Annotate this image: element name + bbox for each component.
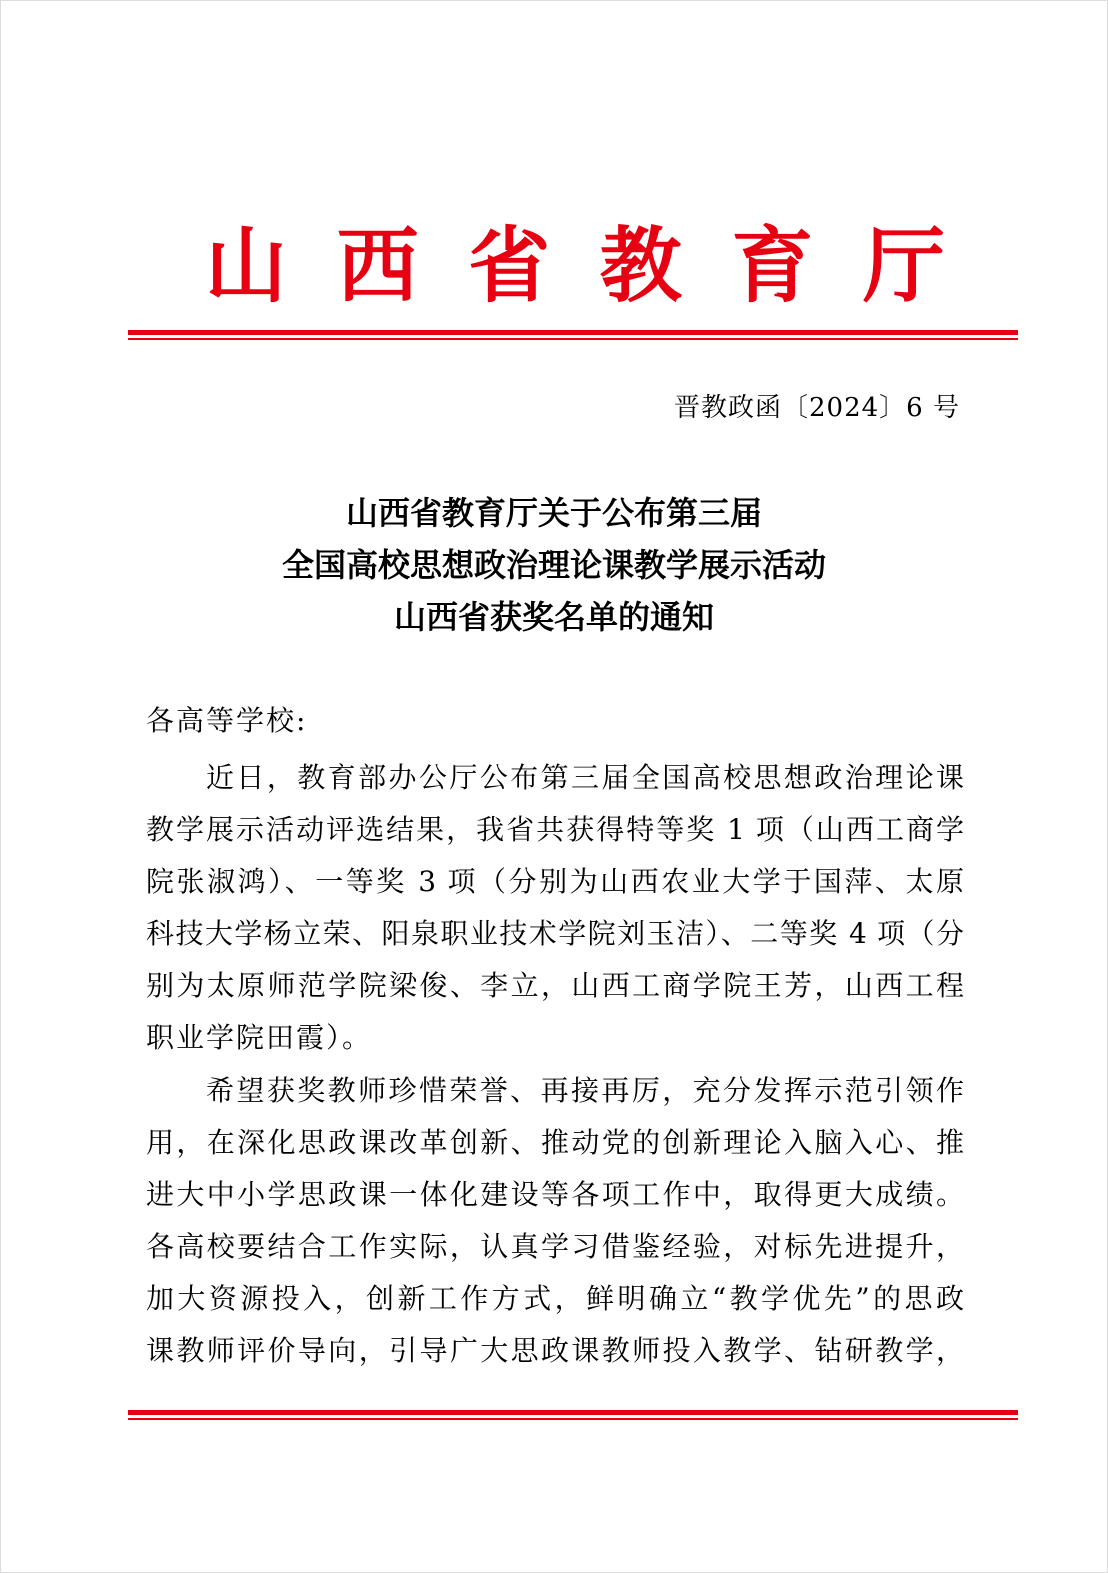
salutation: 各高等学校: xyxy=(146,704,308,737)
document-number: 晋教政函〔2024〕6 号 xyxy=(674,393,960,423)
paragraph-line: 科技大学杨立荣、阳泉职业技术学院刘玉洁）、二等奖 4 项（分 xyxy=(146,917,964,950)
header-divider-thin xyxy=(128,338,1018,340)
paragraph-line: 课教师评价导向，引导广大思政课教师投入教学、钻研教学， xyxy=(146,1334,964,1367)
paragraph-line: 教学展示活动评选结果，我省共获得特等奖 1 项（山西工商学 xyxy=(146,813,964,846)
title-line: 山西省获奖名单的通知 xyxy=(393,598,714,636)
paragraph-line: 加大资源投入，创新工作方式，鲜明确立“教学优先”的思政 xyxy=(146,1282,964,1315)
paragraph-line: 别为太原师范学院梁俊、李立，山西工商学院王芳，山西工程 xyxy=(146,969,964,1002)
paragraph-line: 职业学院田霞）。 xyxy=(146,1021,373,1054)
header-divider-thick xyxy=(128,330,1018,335)
footer-divider-thick xyxy=(128,1410,1018,1415)
issuer-char: 教 xyxy=(599,218,682,314)
title-line: 全国高校思想政治理论课教学展示活动 xyxy=(281,546,826,584)
issuer-char: 育 xyxy=(731,218,814,314)
issuer-header xyxy=(205,220,945,312)
title-line: 山西省教育厅关于公布第三届 xyxy=(345,494,762,532)
header-divider xyxy=(128,330,1018,340)
paragraph-line: 近日，教育部办公厅公布第三届全国高校思想政治理论课 xyxy=(206,761,964,794)
paragraph-line: 各高校要结合工作实际，认真学习借鉴经验，对标先进提升， xyxy=(146,1230,964,1263)
paragraph-line: 进大中小学思政课一体化建设等各项工作中，取得更大成绩。 xyxy=(146,1178,964,1211)
issuer-char: 省 xyxy=(468,218,551,314)
paragraph-2 xyxy=(146,1065,964,1377)
paragraph-line: 希望获奖教师珍惜荣誉、再接再厉，充分发挥示范引领作 xyxy=(206,1074,964,1107)
issuer-char: 山 xyxy=(205,218,288,314)
footer-divider xyxy=(128,1410,1018,1420)
paragraph-1 xyxy=(146,752,964,1064)
footer-divider-thin xyxy=(128,1418,1018,1420)
paragraph-line: 用，在深化思政课改革创新、推动党的创新理论入脑入心、推 xyxy=(146,1126,964,1159)
document-title xyxy=(128,487,980,643)
issuer-char: 厅 xyxy=(862,218,945,314)
paragraph-line: 院张淑鸿）、一等奖 3 项（分别为山西农业大学于国萍、太原 xyxy=(146,865,964,898)
issuer-char: 西 xyxy=(336,218,419,314)
